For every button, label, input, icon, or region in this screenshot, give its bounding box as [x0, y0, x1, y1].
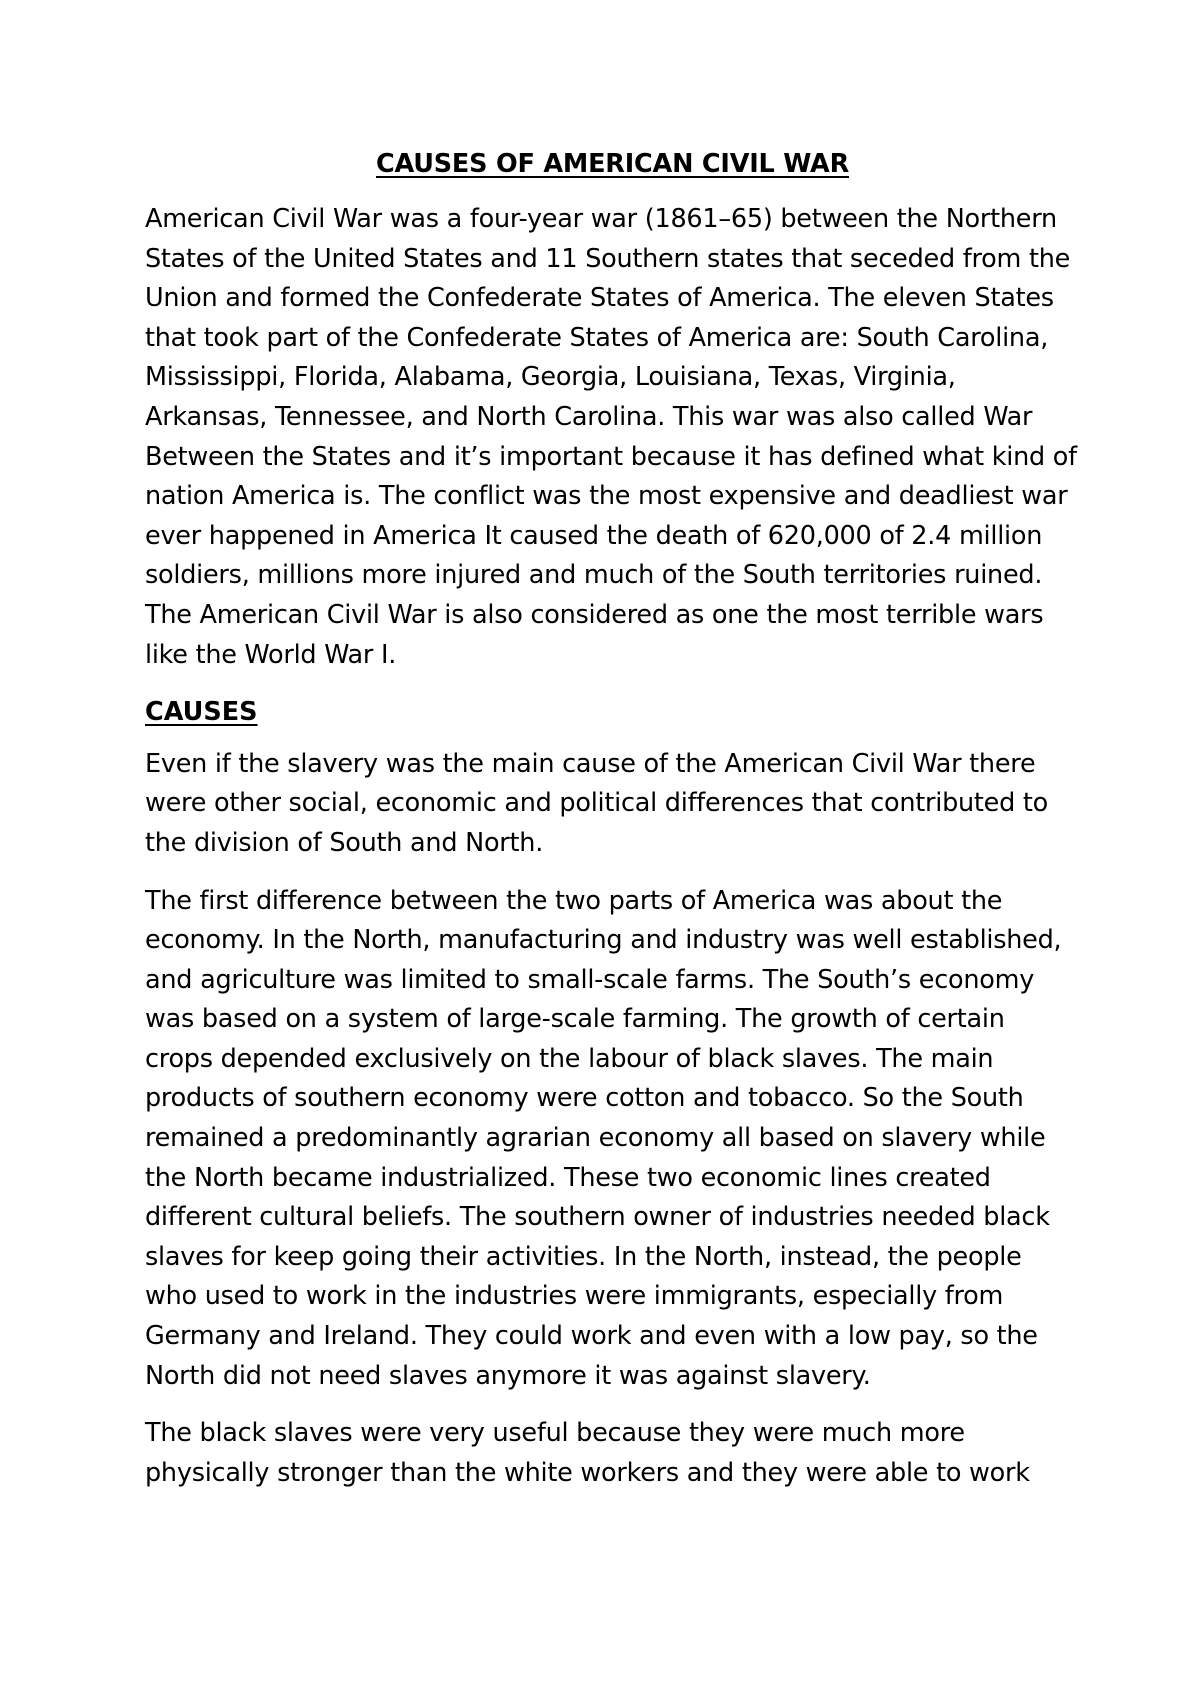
causes-paragraph-2: The first difference between the two parts of America was about the economy. In the North, manufacturing and industry was well established, and agriculture was limited to small-scale farms. The South’s economy was based on a system of large-scale farming. The growth of certain crops depended exclusively on the labour of black slaves. The main products of southern economy were cotton and tobacco. So the South remained a predominantly agrarian economy all based on slavery while the North became industrialized. These two economic lines created different cultural beliefs. The southern owner of industries needed black slaves for keep going their activities. In the North, instead, the people who used to work in the industries were immigrants, especially from Germany and Ireland. They could work and even with a low pay, so the North did not need slaves anymore it was against slavery.	[145, 885, 1062, 1391]
document-title: CAUSES OF AMERICAN CIVIL WAR	[376, 149, 849, 179]
intro-paragraph: American Civil War was a four-year war (1861–65) between the Northern States of the United States and 11 Southern states that seceded from the Union and formed the Confederate States of America. The eleven States that took part of the Confederate States of America are: South Carolina, Mississippi, Florida, Alabama, Georgia, Louisiana, Texas, Virginia, Arkansas, Tennessee, and North Carolina. This war was also called War Between the States and it’s important because it has defined what kind of nation America is. The conflict was the most expensive and deadliest war ever happened in America It caused the death of 620,000 of 2.4 million soldiers, millions more injured and much of the South territories ruined. The American Civil War is also considered as one the most terrible wars like the World War I.	[145, 204, 1077, 670]
causes-paragraph-3: The black slaves were very useful because they were much more physically stronger than the white workers and they were able to work	[145, 1418, 1030, 1488]
section-heading-causes: CAUSES	[145, 697, 258, 728]
causes-paragraph-1: Even if the slavery was the main cause of the American Civil War there were other social, economic and political differences that contributed to the division of South and North.	[145, 748, 1048, 858]
document-body	[145, 146, 1080, 1511]
